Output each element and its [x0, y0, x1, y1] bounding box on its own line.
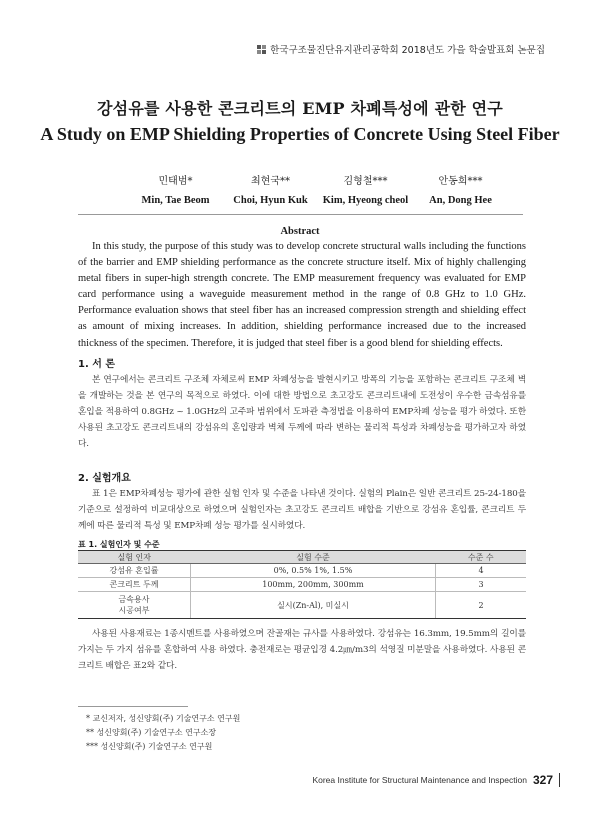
table-cell: 실시(Zn-Al), 미실시	[191, 592, 436, 619]
table-header-row	[78, 551, 526, 564]
page-footer	[312, 773, 560, 787]
author	[128, 172, 223, 206]
table-cell: 강섬유 혼입률	[78, 564, 191, 578]
table-row	[78, 564, 526, 578]
column-header: 실험 수준	[191, 551, 436, 564]
author-name-english: Min, Tae Beom	[141, 195, 210, 206]
table-cell	[78, 592, 191, 619]
section-paragraph: 본 연구에서는 콘크리트 구조체 자체로써 EMP 차폐성능을 발현시키고 방폭의 기능을 포함하는 콘크리트 구조체 벽을 개발하는 것을 본 연구의 목적으로 하였다. 이에 대한 방법으로 초고강도 콘크리트내에 도전성이 우수한 금속섬유를 혼입을 적용하여 0.8GHz ~ 1.0GHz의 고주파 범위에서 도파관 측정법을 이용하여 EMP차폐 성능을 평가 하였다. 또한 사용된 초고강도 콘크리트내의 강섬유의 혼입량과 벽체 두께에 따라 변하는 물리적 특성과 차폐성능을 평가하고자 하였다.	[78, 375, 526, 449]
journal-name: 한국구조물진단유지관리공학회 2018년도 가을 학술발표회 논문집	[270, 45, 545, 56]
footnote: ** 성신양회(주) 기술연구소 연구소장	[86, 728, 217, 737]
column-header: 실험 인자	[78, 551, 191, 564]
table-cell: 3	[436, 578, 527, 592]
page-number: 327	[532, 773, 553, 787]
table-caption: 표 1. 실험인자 및 수준	[78, 540, 160, 549]
author-name-english: Kim, Hyeong cheol	[322, 195, 409, 206]
author	[413, 172, 508, 206]
column-header: 수준 수	[436, 551, 527, 564]
table-cell: 콘크리트 두께	[78, 578, 191, 592]
table-cell-line: 시공여부	[118, 606, 150, 615]
table-cell: 2	[436, 592, 527, 619]
footer-divider	[559, 773, 560, 787]
author-name-korean: 민태범*	[158, 176, 193, 187]
author-name-korean: 안동희***	[438, 176, 483, 187]
footnotes	[86, 712, 240, 754]
footer-organization: Korea Institute for Structural Maintenance and Inspection	[312, 775, 527, 785]
section-paragraph: 표 1은 EMP차폐성능 평가에 관한 실험 인자 및 수준을 나타낸 것이다. 실험의 Plain은 일반 콘크리트 25-24-180을 기준으로 설정하여 비교대상으로 하였으며 실험인자는 초고강도 콘크리트 배합을 기반으로 강섬유 혼입률, 콘크리트 두께에 따른 물리적 특성 및 EMP차폐 성능 평가를 실시하였다.	[78, 489, 526, 531]
author-name-korean: 김형철***	[343, 176, 388, 187]
title-english: A Study on EMP Shielding Properties of Concrete Using Steel Fiber	[40, 124, 560, 144]
table-row	[78, 592, 526, 619]
author	[318, 172, 413, 206]
table-row	[78, 578, 526, 592]
experiment-table	[78, 550, 526, 619]
abstract-text: In this study, the purpose of this study was to develop concrete structural walls including the functions of the barrier and EMP shielding performance as the concrete structure itself. Mix of highly challenging metal fibers in super-high strength concrete. The EMP measurement frequency was evaluated for EMP card performance using a waveguide measurement method in the range of 0.8 GHz to 1.0 GHz. Performance evaluation shows that steel fiber has an increased compression strength and shielding effect as amount of mixing increases. In addition, shielding performance increased due to the increased thickness of the specimen. Therefore, it is judged that steel fiber is a good blend for shielding effects.	[78, 241, 526, 349]
journal-logo-icon	[257, 45, 266, 54]
section-heading: 2. 실험개요	[78, 473, 131, 484]
table-cell: 0%, 0.5% 1%, 1.5%	[191, 564, 436, 578]
divider	[78, 214, 523, 215]
section-heading: 1. 서 론	[78, 359, 116, 370]
section-paragraph: 사용된 사용재료는 1종시멘트를 사용하였으며 잔골재는 규사를 사용하였다. 강섬유는 16.3mm, 19.5mm의 길이를 가지는 두 가지 섬유를 혼합하여 사용 하였다. 충전재로는 평균입경 4.2㎛/m3의 석영질 미분말을 사용하였다. 사용된 콘크리트 배합은 표2와 같다.	[78, 629, 526, 671]
footnote: * 교신저자, 성신양회(주) 기술연구소 연구원	[86, 714, 241, 723]
table-cell-line: 금속용사	[118, 595, 150, 604]
title-korean: 강섬유를 사용한 콘크리트의 EMP 차폐특성에 관한 연구	[97, 99, 503, 118]
author-list	[128, 172, 508, 206]
footnote: *** 성신양회(주) 기술연구소 연구원	[86, 742, 213, 751]
table-cell: 100mm, 200mm, 300mm	[191, 578, 436, 592]
author-name-english: Choi, Hyun Kuk	[233, 195, 308, 206]
journal-header	[257, 42, 545, 56]
abstract-heading: Abstract	[280, 226, 320, 237]
footnote-divider	[78, 706, 188, 707]
table-cell: 4	[436, 564, 527, 578]
author-name-korean: 최현국**	[251, 176, 290, 187]
author-name-english: An, Dong Hee	[429, 195, 492, 206]
author	[223, 172, 318, 206]
